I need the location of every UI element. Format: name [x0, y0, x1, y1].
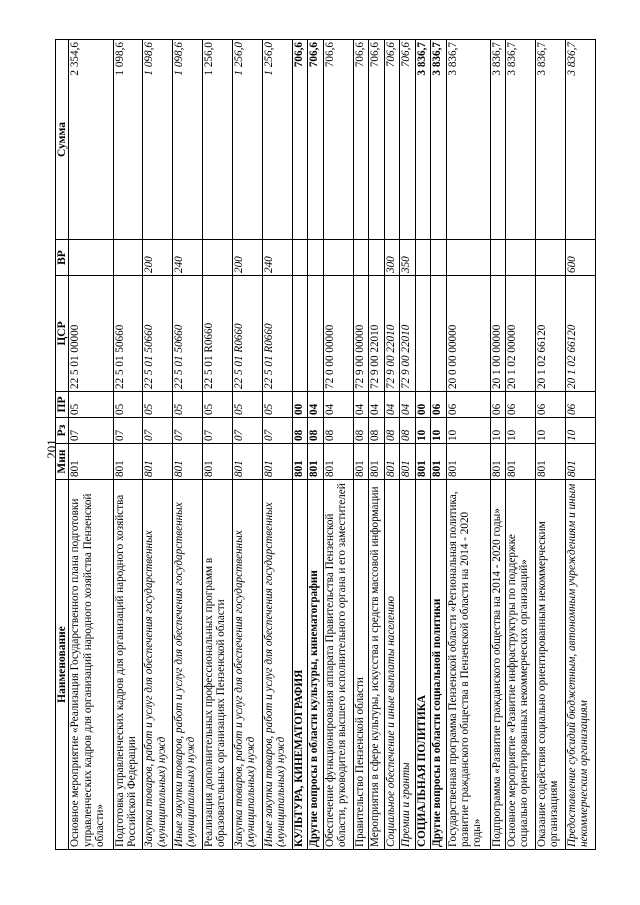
cell-name: Социальное обеспечение и иные выплаты населению	[384, 480, 400, 850]
cell-csr: 22 5 01 50660	[173, 276, 203, 392]
cell-name: Основное мероприятие «Развитие инфраструктуры по поддержке социально ориентированных некоммерческих организаций»	[506, 480, 536, 850]
cell-min: 801	[113, 444, 143, 480]
cell-vr	[415, 240, 431, 276]
cell-csr: 72 9 00 22010	[400, 276, 416, 392]
table-header	[56, 40, 69, 850]
cell-name: КУЛЬТУРА, КИНЕМАТОГРАФИЯ	[292, 480, 308, 850]
table-row	[400, 40, 416, 850]
cell-min: 801	[69, 444, 113, 480]
table-row	[113, 40, 143, 850]
cell-vr	[323, 240, 353, 276]
cell-rz: 10	[415, 418, 431, 444]
table-row	[203, 40, 233, 850]
cell-csr: 22 5 01 50660	[143, 276, 173, 392]
header-sum: Сумма	[56, 40, 69, 240]
cell-vr: 350	[400, 240, 416, 276]
cell-vr	[369, 240, 385, 276]
cell-pr: 06	[536, 392, 566, 418]
table-row	[431, 40, 447, 850]
cell-vr: 300	[384, 240, 400, 276]
cell-vr	[308, 240, 324, 276]
cell-sum: 706,6	[308, 40, 324, 240]
cell-name: Иные закупки товаров, работ и услуг для обеспечения государственных (муниципальных) нужд	[173, 480, 203, 850]
cell-rz: 07	[173, 418, 203, 444]
cell-vr	[446, 240, 490, 276]
cell-csr: 22 5 01 R0660	[203, 276, 233, 392]
cell-rz: 07	[262, 418, 292, 444]
header-name: Наименование	[56, 480, 69, 850]
cell-vr	[203, 240, 233, 276]
cell-sum: 3 836,7	[431, 40, 447, 240]
cell-sum: 3 836,7	[490, 40, 506, 240]
cell-vr: 600	[566, 240, 596, 276]
table-body	[69, 40, 596, 850]
cell-pr: 05	[69, 392, 113, 418]
cell-vr	[490, 240, 506, 276]
cell-csr: 72 9 00 22010	[384, 276, 400, 392]
cell-rz: 07	[143, 418, 173, 444]
cell-csr	[308, 276, 324, 392]
cell-min: 801	[292, 444, 308, 480]
cell-rz: 07	[232, 418, 262, 444]
cell-pr: 05	[173, 392, 203, 418]
cell-rz: 08	[323, 418, 353, 444]
cell-min: 801	[173, 444, 203, 480]
cell-name: Основное мероприятие «Реализация Государственного плана подготовки управленческих кадров для организаций народного хозяйства Пензенской области»	[69, 480, 113, 850]
cell-sum: 706,6	[323, 40, 353, 240]
cell-csr: 72 9 00 00000	[353, 276, 369, 392]
cell-sum: 1 256,0	[203, 40, 233, 240]
cell-min: 801	[536, 444, 566, 480]
cell-csr: 20 1 02 00000	[506, 276, 536, 392]
cell-name: Другие вопросы в области культуры, кинематографии	[308, 480, 324, 850]
cell-name: Подготовка управленческих кадров для организаций народного хозяйства Российской Федерации	[113, 480, 143, 850]
cell-pr: 05	[262, 392, 292, 418]
cell-name: Мероприятия в сфере культуры, искусства и средств массовой информации	[369, 480, 385, 850]
cell-min: 801	[143, 444, 173, 480]
cell-name: Правительство Пензенской области	[353, 480, 369, 850]
cell-name: Закупка товаров, работ и услуг для обеспечения государственных (муниципальных) нужд	[232, 480, 262, 850]
header-row	[56, 40, 69, 850]
cell-pr: 04	[384, 392, 400, 418]
table-row	[262, 40, 292, 850]
cell-csr: 22 5 01 50660	[113, 276, 143, 392]
cell-csr: 22 5 01 00000	[69, 276, 113, 392]
cell-pr: 06	[431, 392, 447, 418]
cell-csr: 22 5 01 R0660	[232, 276, 262, 392]
cell-csr	[431, 276, 447, 392]
cell-vr: 200	[143, 240, 173, 276]
cell-name: Иные закупки товаров, работ и услуг для обеспечения государственных (муниципальных) нужд	[262, 480, 292, 850]
rotated-page-content	[55, 40, 596, 850]
cell-vr: 240	[173, 240, 203, 276]
header-csr: ЦСР	[56, 276, 69, 392]
cell-name: СОЦИАЛЬНАЯ ПОЛИТИКА	[415, 480, 431, 850]
cell-name: Премии и гранты	[400, 480, 416, 850]
cell-csr	[292, 276, 308, 392]
table-row	[384, 40, 400, 850]
cell-rz: 08	[369, 418, 385, 444]
cell-min: 801	[384, 444, 400, 480]
table-row	[69, 40, 113, 850]
cell-min: 801	[400, 444, 416, 480]
cell-rz: 10	[566, 418, 596, 444]
header-rz: Рз	[56, 418, 69, 444]
cell-rz: 08	[400, 418, 416, 444]
cell-vr	[69, 240, 113, 276]
cell-pr: 04	[308, 392, 324, 418]
cell-min: 801	[415, 444, 431, 480]
cell-vr: 200	[232, 240, 262, 276]
cell-sum: 3 836,7	[415, 40, 431, 240]
cell-pr: 06	[446, 392, 490, 418]
cell-rz: 07	[203, 418, 233, 444]
cell-vr	[353, 240, 369, 276]
table-row	[446, 40, 490, 850]
cell-csr: 72 9 00 22010	[369, 276, 385, 392]
cell-min: 801	[506, 444, 536, 480]
cell-csr: 20 1 02 66120	[566, 276, 596, 392]
cell-name: Предоставление субсидий бюджетным, автономным учреждениям и иным некоммерческим организациям	[566, 480, 596, 850]
cell-min: 801	[323, 444, 353, 480]
cell-csr: 22 5 01 R0660	[262, 276, 292, 392]
cell-sum: 3 836,7	[446, 40, 490, 240]
cell-rz: 07	[113, 418, 143, 444]
cell-vr	[292, 240, 308, 276]
cell-sum: 1 256,0	[262, 40, 292, 240]
cell-csr: 20 1 02 66120	[536, 276, 566, 392]
cell-pr: 05	[203, 392, 233, 418]
cell-pr: 06	[490, 392, 506, 418]
cell-min: 801	[369, 444, 385, 480]
cell-vr: 240	[262, 240, 292, 276]
cell-pr: 06	[566, 392, 596, 418]
cell-csr	[415, 276, 431, 392]
cell-vr	[113, 240, 143, 276]
cell-min: 801	[446, 444, 490, 480]
cell-rz: 08	[308, 418, 324, 444]
cell-sum: 3 836,7	[566, 40, 596, 240]
header-min: Мин	[56, 444, 69, 480]
cell-sum: 706,6	[400, 40, 416, 240]
cell-rz: 07	[69, 418, 113, 444]
table-row	[566, 40, 596, 850]
cell-pr: 04	[369, 392, 385, 418]
table-row	[232, 40, 262, 850]
cell-name: Государственная программа Пензенской области «Региональная политика, развитие гражданского общества в Пензенской области на 2014 - 2020 годы»	[446, 480, 490, 850]
table-row	[292, 40, 308, 850]
cell-csr: 72 0 00 00000	[323, 276, 353, 392]
cell-min: 801	[566, 444, 596, 480]
cell-sum: 706,6	[369, 40, 385, 240]
cell-name: Подпрограмма «Развитие гражданского общества на 2014 - 2020 годы»	[490, 480, 506, 850]
cell-pr: 00	[292, 392, 308, 418]
cell-min: 801	[431, 444, 447, 480]
cell-rz: 10	[431, 418, 447, 444]
cell-rz: 10	[506, 418, 536, 444]
cell-sum: 3 836,7	[536, 40, 566, 240]
cell-name: Другие вопросы в области социальной политики	[431, 480, 447, 850]
cell-sum: 706,6	[292, 40, 308, 240]
page-number: 201	[43, 439, 59, 459]
header-pr: ПР	[56, 392, 69, 418]
cell-rz: 10	[490, 418, 506, 444]
cell-name: Обеспечение функционирования аппарата Правительства Пензенской области, руководителя высшего исполнительного органа и его заместителей	[323, 480, 353, 850]
cell-csr: 20 1 00 00000	[490, 276, 506, 392]
cell-rz: 08	[384, 418, 400, 444]
table-row	[536, 40, 566, 850]
table-row	[415, 40, 431, 850]
cell-min: 801	[353, 444, 369, 480]
table-row	[353, 40, 369, 850]
cell-vr	[536, 240, 566, 276]
table-row	[490, 40, 506, 850]
cell-rz: 10	[446, 418, 490, 444]
cell-vr	[506, 240, 536, 276]
cell-name: Закупка товаров, работ и услуг для обеспечения государственных (муниципальных) нужд	[143, 480, 173, 850]
table-row	[369, 40, 385, 850]
cell-pr: 04	[353, 392, 369, 418]
cell-rz: 10	[536, 418, 566, 444]
cell-pr: 05	[113, 392, 143, 418]
cell-pr: 04	[323, 392, 353, 418]
cell-sum: 1 256,0	[232, 40, 262, 240]
table-row	[323, 40, 353, 850]
cell-name: Реализация дополнительных профессиональных программ в образовательных организациях Пензенской области	[203, 480, 233, 850]
table-row	[308, 40, 324, 850]
table-row	[143, 40, 173, 850]
cell-sum: 2 354,6	[69, 40, 113, 240]
cell-min: 801	[262, 444, 292, 480]
cell-pr: 05	[232, 392, 262, 418]
cell-vr	[431, 240, 447, 276]
cell-sum: 3 836,7	[506, 40, 536, 240]
cell-min: 801	[203, 444, 233, 480]
header-vr: ВР	[56, 240, 69, 276]
cell-pr: 05	[143, 392, 173, 418]
cell-sum: 706,6	[384, 40, 400, 240]
cell-min: 801	[232, 444, 262, 480]
budget-table	[55, 39, 596, 850]
table-row	[173, 40, 203, 850]
cell-csr: 20 0 00 00000	[446, 276, 490, 392]
cell-rz: 08	[353, 418, 369, 444]
cell-pr: 00	[415, 392, 431, 418]
cell-pr: 06	[506, 392, 536, 418]
cell-rz: 08	[292, 418, 308, 444]
cell-pr: 04	[400, 392, 416, 418]
cell-sum: 1 098,6	[173, 40, 203, 240]
cell-sum: 706,6	[353, 40, 369, 240]
table-row	[506, 40, 536, 850]
cell-name: Оказание содействия социально ориентированным некоммерческим организациям	[536, 480, 566, 850]
cell-min: 801	[490, 444, 506, 480]
cell-sum: 1 098,6	[143, 40, 173, 240]
cell-min: 801	[308, 444, 324, 480]
cell-sum: 1 098,6	[113, 40, 143, 240]
